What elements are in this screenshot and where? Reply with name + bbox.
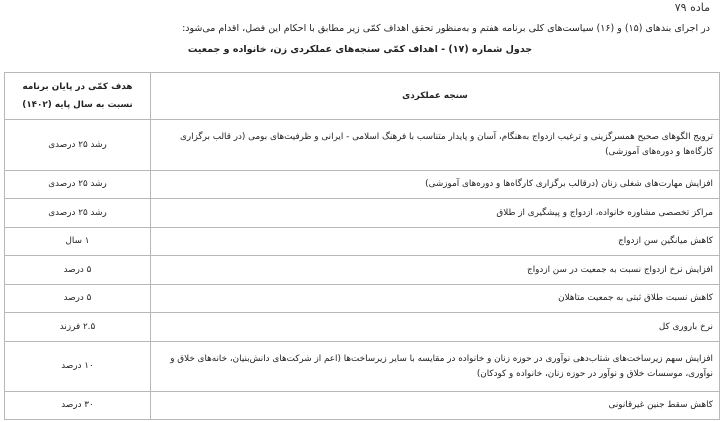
indicator-cell: افزایش مهارت‌های شغلی زنان (درقالب برگزاری کارگاه‌ها و دوره‌های آموزشی): [151, 171, 720, 199]
header-indicator: سنجه عملکردی: [151, 73, 720, 120]
table-row: [5, 120, 720, 171]
targets-table-container: [5, 72, 720, 420]
table-row: [5, 392, 720, 420]
indicator-cell: ترویج الگوهای صحیح همسرگزینی و ترغیب ازدواج به‌هنگام، آسان و پایدار متناسب با فرهنگ اسلامی - ایرانی و ظرفیت‌های بومی (در قالب برگزاری کارگاه‌ها و دوره‌های آموزشی): [151, 120, 720, 171]
target-cell: ۵ درصد: [5, 285, 151, 313]
table-row: [5, 256, 720, 285]
table-row: [5, 228, 720, 256]
article-heading: ماده ۷۹: [674, 1, 710, 14]
indicator-cell: کاهش میانگین سن ازدواج: [151, 228, 720, 256]
table-header-row: [5, 73, 720, 120]
target-cell: ۵ درصد: [5, 256, 151, 285]
target-cell: رشد ۲۵ درصدی: [5, 120, 151, 171]
target-cell: رشد ۲۵ درصدی: [5, 199, 151, 228]
header-target: هدف کمّی در پایان برنامه نسبت به سال پایه (۱۴۰۲): [5, 73, 151, 120]
target-cell: ۳۰ درصد: [5, 392, 151, 420]
indicator-cell: افزایش نرخ ازدواج نسبت به جمعیت در سن ازدواج: [151, 256, 720, 285]
indicator-cell: کاهش سقط جنین غیرقانونی: [151, 392, 720, 420]
target-cell: رشد ۲۵ درصدی: [5, 171, 151, 199]
indicator-cell: نرخ باروری کل: [151, 313, 720, 342]
targets-table: [4, 72, 720, 420]
target-cell: ۱۰ درصد: [5, 342, 151, 392]
table-row: [5, 285, 720, 313]
table-row: [5, 342, 720, 392]
table-row: [5, 313, 720, 342]
intro-paragraph: در اجرای بندهای (۱۵) و (۱۶) سیاست‌های کلی برنامه هفتم و به‌منظور تحقق اهداف کمّی زیر مطابق با احکام این فصل، اقدام می‌شود:: [182, 23, 710, 34]
target-cell: ۲.۵ فرزند: [5, 313, 151, 342]
indicator-cell: کاهش نسبت طلاق ثبتی به جمعیت متاهلان: [151, 285, 720, 313]
indicator-cell: مراکز تخصصی مشاوره خانواده، ازدواج و پیشگیری از طلاق: [151, 199, 720, 228]
table-row: [5, 199, 720, 228]
table-caption: جدول شماره (۱۷) - اهداف کمّی سنجه‌های عملکردی زن، خانواده و جمعیت: [187, 44, 533, 55]
table-row: [5, 171, 720, 199]
indicator-cell: افزایش سهم زیرساخت‌های شتاب‌دهی نوآوری در حوزه زنان و خانواده در مقایسه با سایر زیرساخت‌ها (اعم از شرکت‌های دانش‌بنیان، خانه‌های خلاق و نوآوری، موسسات خلاق و نوآور در حوزه زنان، خانواده و کودکان): [151, 342, 720, 392]
target-cell: ۱ سال: [5, 228, 151, 256]
